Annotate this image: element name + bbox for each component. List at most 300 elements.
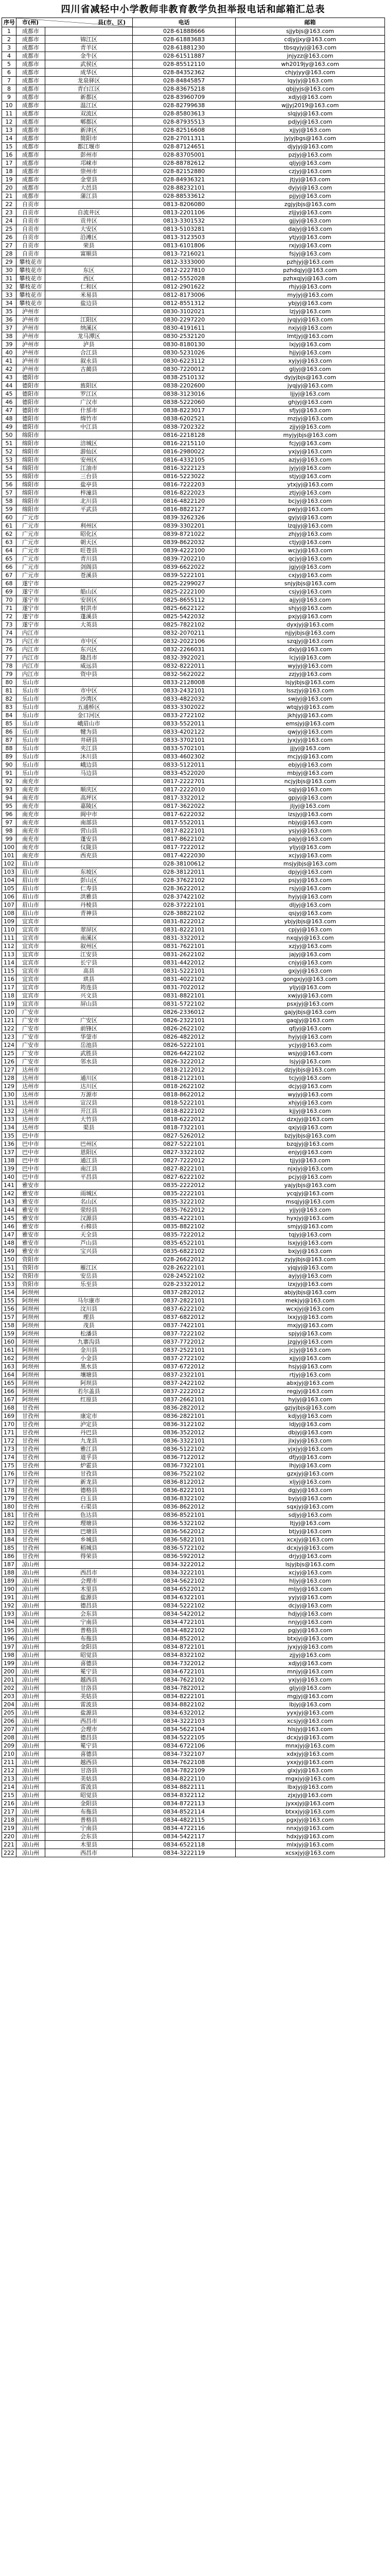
table-row (2, 1000, 385, 1008)
row-email[interactable]: btxjyj@163.com (236, 1635, 385, 1643)
row-email[interactable]: cnjyj@163.com (236, 959, 385, 967)
row-email[interactable]: jyjyj@163.com (236, 464, 385, 472)
row-email[interactable]: wjjyj2019@163.com (236, 101, 385, 110)
row-email[interactable]: pzjyj@163.com (236, 151, 385, 159)
row-email[interactable]: pzhdqjyj@163.com (236, 266, 385, 275)
row-email[interactable]: bxjyj@163.com (236, 1247, 385, 1256)
row-email[interactable]: dfjyj@163.com (236, 1453, 385, 1462)
row-email[interactable]: cxjyj@163.com (236, 571, 385, 580)
row-email[interactable]: sqjyj@163.com (236, 786, 385, 794)
row-email[interactable]: shjyj@163.com (236, 604, 385, 613)
row-email[interactable]: zjjyj@163.com (236, 1651, 385, 1659)
row-email[interactable]: wyjyj@163.com (236, 662, 385, 670)
row-email[interactable]: pcjyj@163.com (236, 1173, 385, 1181)
row-email[interactable]: mbjyj@163.com (236, 769, 385, 777)
row-email[interactable]: lxxjyj@163.com (236, 1313, 385, 1321)
row-email[interactable]: ytjyj@163.com (236, 233, 385, 242)
row-email[interactable]: msjyjbjs@163.com (236, 860, 385, 868)
row-number: 51 (2, 439, 16, 448)
row-city: 成都市 (16, 134, 45, 143)
row-email[interactable]: wh2019jy@163.com (236, 60, 385, 69)
row-county: 洪雅县 (45, 893, 133, 901)
row-phone: 0836-2822101 (133, 1412, 236, 1420)
row-number: 115 (2, 967, 16, 975)
row-email[interactable]: qfjyj@163.com (236, 1025, 385, 1033)
row-county: 布拖县 (45, 1808, 133, 1816)
row-email[interactable]: ncjyjbjs@163.com (236, 777, 385, 786)
row-number: 45 (2, 390, 16, 398)
row-email[interactable]: snjyjbjs@163.com (236, 580, 385, 588)
row-email[interactable]: jlxjyj@163.com (236, 1437, 385, 1445)
row-email[interactable]: mnjyj@163.com (236, 1668, 385, 1676)
row-number: 133 (2, 1115, 16, 1124)
table-row (2, 530, 385, 538)
row-county: 康定市 (45, 1412, 133, 1420)
row-email[interactable]: lsjyj@163.com (236, 1058, 385, 1066)
row-email[interactable]: xdjyj@163.com (236, 1659, 385, 1668)
row-email[interactable]: njjyjbjs@163.com (236, 629, 385, 637)
row-email[interactable]: wtqjyj@163.com (236, 703, 385, 711)
row-email[interactable]: emsjyj@163.com (236, 720, 385, 728)
row-email[interactable]: hdjyj@163.com (236, 1610, 385, 1618)
row-email[interactable]: kjjyj@163.com (236, 1107, 385, 1115)
row-phone: 0834-4722101 (133, 1618, 236, 1626)
row-email[interactable]: lhjyj@163.com (236, 1462, 385, 1470)
row-email[interactable]: pdjyj@163.com (236, 118, 385, 126)
row-email[interactable]: tbsqyjyj@163.com (236, 44, 385, 52)
table-row (2, 1742, 385, 1750)
row-email[interactable]: ytxjyj@163.com (236, 481, 385, 489)
row-county: 天全县 (45, 1231, 133, 1239)
row-number: 171 (2, 1429, 16, 1437)
row-email[interactable]: enjyj@163.com (236, 1148, 385, 1157)
table-row (2, 827, 385, 835)
row-email[interactable]: yyjyj@163.com (236, 1594, 385, 1602)
row-email[interactable]: jtjyj@163.com (236, 176, 385, 184)
table-row (2, 77, 385, 85)
table-row (2, 209, 385, 217)
row-email[interactable]: sdjyj@163.com (236, 1511, 385, 1519)
row-email[interactable]: bzqjyj@163.com (236, 1140, 385, 1148)
row-email[interactable]: pxjyj@163.com (236, 613, 385, 621)
row-email[interactable]: xcxjyj@163.com (236, 1536, 385, 1544)
row-email[interactable]: lzqjyj@163.com (236, 522, 385, 530)
row-email[interactable]: dgjyj@163.com (236, 1486, 385, 1495)
row-city: 达州市 (16, 1074, 45, 1082)
row-email[interactable]: hdxjyj@163.com (236, 1833, 385, 1841)
row-email[interactable]: dljyj@163.com (236, 901, 385, 909)
row-email[interactable]: yljyj@163.com (236, 984, 385, 992)
row-number: 124 (2, 1041, 16, 1049)
row-email[interactable]: swjyj@163.com (236, 695, 385, 703)
row-email[interactable]: jyxjyj@163.com (236, 736, 385, 744)
row-email[interactable]: dcxjyj@163.com (236, 1734, 385, 1742)
row-email[interactable]: wyjyj@163.com (236, 1091, 385, 1099)
row-email[interactable]: jyqjyj@163.com (236, 316, 385, 324)
row-email[interactable]: lxjyj@163.com (236, 341, 385, 349)
row-email[interactable]: ghjyj@163.com (236, 398, 385, 406)
row-email[interactable]: dyxjyj@163.com (236, 621, 385, 629)
row-email[interactable]: pzhxqjyj@163.com (236, 275, 385, 283)
row-email[interactable]: ysjyj@163.com (236, 827, 385, 835)
row-email[interactable]: jyxxjyj@163.com (236, 1800, 385, 1808)
row-number: 166 (2, 1387, 16, 1396)
row-email[interactable]: slqjyj@163.com (236, 110, 385, 118)
row-email[interactable]: csjyj@163.com (236, 588, 385, 596)
row-email[interactable]: fsjyj@163.com (236, 250, 385, 258)
row-email[interactable]: czjyj@163.com (236, 167, 385, 176)
row-number: 139 (2, 1165, 16, 1173)
table-row (2, 1338, 385, 1346)
row-email[interactable]: ztjyj@163.com (236, 489, 385, 497)
row-city: 南充市 (16, 777, 45, 786)
row-county: 翠屏区 (45, 926, 133, 934)
row-email[interactable]: nxqjyj@163.com (236, 934, 385, 942)
row-email[interactable]: qsjyj@163.com (236, 909, 385, 918)
row-city: 广元市 (16, 563, 45, 571)
row-email[interactable]: jyjyjbgs@163.com (236, 134, 385, 143)
row-email[interactable]: qxjyj@163.com (236, 1124, 385, 1132)
row-email[interactable]: zzjyj@163.com (236, 670, 385, 679)
row-city: 阿坝州 (16, 1354, 45, 1363)
row-email[interactable]: pgxjyj@163.com (236, 1816, 385, 1824)
row-email[interactable]: lcjyj@163.com (236, 654, 385, 662)
row-email[interactable]: ybjyjbjs@163.com (236, 918, 385, 926)
row-email[interactable]: gaqjyj@163.com (236, 1016, 385, 1025)
row-email[interactable]: pwjyj@163.com (236, 505, 385, 514)
row-email[interactable]: gljyj@163.com (236, 1684, 385, 1692)
row-email[interactable]: mekjyj@163.com (236, 1297, 385, 1305)
row-number: 197 (2, 1643, 16, 1651)
row-email[interactable]: ldjyj@163.com (236, 1420, 385, 1429)
row-email[interactable]: pjjyj@163.com (236, 192, 385, 200)
row-email[interactable]: zyjyjbjs@163.com (236, 1256, 385, 1264)
row-email[interactable]: myjyj@163.com (236, 291, 385, 299)
row-city: 内江市 (16, 646, 45, 654)
row-email[interactable]: ycqjyj@163.com (236, 1190, 385, 1198)
row-email[interactable]: jzgjyj@163.com (236, 1338, 385, 1346)
row-number: 146 (2, 1223, 16, 1231)
row-email[interactable]: dpjyj@163.com (236, 868, 385, 876)
row-email[interactable]: hlsjyj@163.com (236, 1725, 385, 1734)
row-email[interactable]: gzxjyj@163.com (236, 1470, 385, 1478)
row-city: 宜宾市 (16, 942, 45, 951)
row-email[interactable]: gpjyj@163.com (236, 794, 385, 802)
row-email[interactable]: xdjyj@163.com (236, 93, 385, 101)
row-email[interactable]: sqxjyj@163.com (236, 1503, 385, 1511)
row-email[interactable]: lqyjyj@163.com (236, 77, 385, 85)
row-email[interactable]: hyxjyj@163.com (236, 1214, 385, 1223)
row-email[interactable]: gjjyj@163.com (236, 217, 385, 225)
row-email[interactable]: yajyjbjs@163.com (236, 1181, 385, 1190)
row-email[interactable]: hyjyj@163.com (236, 893, 385, 901)
row-email[interactable]: xjjyj@163.com (236, 1354, 385, 1363)
row-email[interactable]: btjyj@163.com (236, 1528, 385, 1536)
row-email[interactable]: xjjyj@163.com (236, 126, 385, 134)
row-number: 215 (2, 1791, 16, 1800)
row-city: 雅安市 (16, 1190, 45, 1198)
row-phone: 0816-7222203 (133, 481, 236, 489)
row-email[interactable]: gongxjyj@163.com (236, 975, 385, 984)
row-email[interactable]: yjqjyj@163.com (236, 1264, 385, 1272)
row-county: 兴文县 (45, 992, 133, 1000)
row-email[interactable]: njxjyj@163.com (236, 1165, 385, 1173)
row-phone: 0817-2222010 (133, 786, 236, 794)
row-email[interactable]: lsjyjbjs@163.com (236, 1561, 385, 1569)
row-number: 127 (2, 1066, 16, 1074)
row-email[interactable]: azjyj@163.com (236, 456, 385, 464)
row-email[interactable]: rtjyj@163.com (236, 1371, 385, 1379)
row-email[interactable]: xljyj@163.com (236, 1478, 385, 1486)
row-email[interactable]: dzjyjbjs@163.com (236, 1066, 385, 1074)
row-city: 成都市 (16, 52, 45, 60)
row-email[interactable]: qbjjyjs@163.com (236, 85, 385, 93)
table-row (2, 423, 385, 431)
row-email[interactable]: jnjyzz@163.com (236, 52, 385, 60)
row-email[interactable]: ybjyj@163.com (236, 299, 385, 308)
row-email[interactable]: jkhjyj@163.com (236, 711, 385, 720)
row-number: 129 (2, 1082, 16, 1091)
row-email[interactable]: zjxjyj@163.com (236, 1791, 385, 1800)
row-email[interactable]: mzjyj@163.com (236, 415, 385, 423)
row-email[interactable]: kdjyj@163.com (236, 1412, 385, 1420)
row-email[interactable]: dzxjyj@163.com (236, 1115, 385, 1124)
row-email[interactable]: ajjyj@163.com (236, 596, 385, 604)
row-email[interactable]: myjyjbjs@163.com (236, 431, 385, 439)
row-email[interactable]: xdxjyj@163.com (236, 1750, 385, 1758)
row-email[interactable]: xzjyj@163.com (236, 942, 385, 951)
row-email[interactable]: drjyj@163.com (236, 1552, 385, 1561)
row-email[interactable]: dyjyj@163.com (236, 184, 385, 192)
table-row (2, 1313, 385, 1321)
row-email[interactable]: jljyj@163.com (236, 802, 385, 810)
row-email[interactable]: smjyj@163.com (236, 1223, 385, 1231)
row-email[interactable]: rhjyj@163.com (236, 283, 385, 291)
row-email[interactable]: mcjyj@163.com (236, 753, 385, 761)
row-email[interactable]: dbjyj@163.com (236, 1429, 385, 1437)
row-city: 德阳市 (16, 390, 45, 398)
row-email[interactable]: qwjyj@163.com (236, 728, 385, 736)
row-email[interactable]: tcjyj@163.com (236, 1074, 385, 1082)
row-email[interactable]: lzxjyj@163.com (236, 1280, 385, 1289)
row-email[interactable]: mlxjyj@163.com (236, 1841, 385, 1849)
row-email[interactable]: zjjyj@163.com (236, 423, 385, 431)
row-email[interactable]: zhjyj@163.com (236, 530, 385, 538)
row-city: 成都市 (16, 77, 45, 85)
row-email[interactable]: szqjyj@163.com (236, 637, 385, 646)
row-number: 217 (2, 1808, 16, 1816)
row-email[interactable]: nbjyj@163.com (236, 819, 385, 827)
row-email[interactable]: xhjyj@163.com (236, 1099, 385, 1107)
row-email[interactable]: psxjyj@163.com (236, 1000, 385, 1008)
row-email[interactable]: msqjyj@163.com (236, 1198, 385, 1206)
row-email[interactable]: xwjyj@163.com (236, 992, 385, 1000)
row-phone: 028-61511887 (133, 52, 236, 60)
row-email[interactable]: cpjyj@163.com (236, 926, 385, 934)
row-email[interactable]: dxjyj@163.com (236, 646, 385, 654)
row-email[interactable]: jyxjyj@163.com (236, 1643, 385, 1651)
row-email[interactable]: dcjyj@163.com (236, 1602, 385, 1610)
row-county: 西昌市 (45, 1717, 133, 1725)
row-number: 216 (2, 1800, 16, 1808)
row-email[interactable]: pzhjyj@163.com (236, 258, 385, 266)
row-email[interactable]: nnxjyj@163.com (236, 1824, 385, 1833)
row-email[interactable]: fcjyj@163.com (236, 439, 385, 448)
row-county: 什邡市 (45, 406, 133, 415)
row-email[interactable]: dajyj@163.com (236, 225, 385, 233)
row-email[interactable]: mxjyj@163.com (236, 1321, 385, 1330)
header-county: 县(市、区) (97, 19, 126, 26)
row-email[interactable]: yyxjyj@163.com (236, 1709, 385, 1717)
row-email[interactable]: lbxjyj@163.com (236, 1783, 385, 1791)
row-county: 米易县 (45, 291, 133, 299)
row-email[interactable]: rsjyj@163.com (236, 885, 385, 893)
row-email[interactable]: ebjyj@163.com (236, 761, 385, 769)
row-number: 150 (2, 1256, 16, 1264)
row-email[interactable]: lbjyj@163.com (236, 1701, 385, 1709)
row-email[interactable]: xcsjyj@163.com (236, 1717, 385, 1725)
row-email[interactable]: mnxjyj@163.com (236, 1742, 385, 1750)
row-email[interactable]: gljyj@163.com (236, 365, 385, 374)
row-email[interactable]: hljyj@163.com (236, 1577, 385, 1585)
row-email[interactable]: xcsxjyj@163.com (236, 1849, 385, 1857)
row-email[interactable]: nxjyj@163.com (236, 324, 385, 332)
row-phone: 0839-3262326 (133, 514, 236, 522)
row-email[interactable]: ljjyj@163.com (236, 390, 385, 398)
row-city: 德阳市 (16, 382, 45, 390)
row-email[interactable]: bcjyj@163.com (236, 497, 385, 505)
row-number: 131 (2, 1099, 16, 1107)
row-email[interactable]: gzjyjbjs@163.com (236, 1404, 385, 1412)
row-email[interactable]: lsszjyj@163.com (236, 687, 385, 695)
row-email[interactable]: yjxjyj@163.com (236, 1445, 385, 1453)
row-email[interactable]: regjyj@163.com (236, 1387, 385, 1396)
row-email[interactable]: zljjyj@163.com (236, 209, 385, 217)
row-email[interactable]: abxjyj@163.com (236, 1379, 385, 1387)
row-email[interactable]: spjyj@163.com (236, 1330, 385, 1338)
row-email[interactable]: psjyj@163.com (236, 876, 385, 885)
row-email[interactable]: pajyj@163.com (236, 835, 385, 843)
row-email[interactable]: mljyj@163.com (236, 1585, 385, 1594)
row-email[interactable]: jyqjyj@163.com (236, 382, 385, 390)
row-email[interactable]: jjjyj@163.com (236, 744, 385, 753)
row-phone: 028-37222101 (133, 901, 236, 909)
row-email[interactable]: jajyj@163.com (236, 951, 385, 959)
row-email[interactable]: hjjyj@163.com (236, 349, 385, 357)
row-email[interactable]: xcjyj@163.com (236, 1569, 385, 1577)
row-city: 甘孜州 (16, 1445, 45, 1453)
row-email[interactable]: mgxjyj@163.com (236, 1775, 385, 1783)
row-email[interactable]: mgjyj@163.com (236, 1692, 385, 1701)
row-email[interactable]: lsxjyj@163.com (236, 1239, 385, 1247)
row-email[interactable]: wcjyj@163.com (236, 547, 385, 555)
table-row (2, 1420, 385, 1429)
row-email[interactable]: xcjyj@163.com (236, 852, 385, 860)
row-email[interactable]: chjyjyy@163.com (236, 69, 385, 77)
row-email[interactable]: lmtjyj@163.com (236, 332, 385, 341)
row-email[interactable]: gajyjbjs@163.com (236, 1008, 385, 1016)
row-email[interactable]: ayjyj@163.com (236, 1272, 385, 1280)
row-email[interactable]: hyjyj@163.com (236, 1396, 385, 1404)
row-email[interactable]: ctjyj@163.com (236, 538, 385, 547)
row-email[interactable]: qljyj@163.com (236, 159, 385, 167)
row-number: 157 (2, 1313, 16, 1321)
row-email[interactable]: tjjyj@163.com (236, 1157, 385, 1165)
row-email[interactable]: hsjyj@163.com (236, 1363, 385, 1371)
row-email[interactable]: yxjyj@163.com (236, 448, 385, 456)
row-email[interactable]: btxxjyj@163.com (236, 1808, 385, 1816)
table-row (2, 1676, 385, 1684)
table-row (2, 1544, 385, 1552)
row-county: 东区 (45, 266, 133, 275)
row-email[interactable]: yxjyj@163.com (236, 1676, 385, 1684)
row-email[interactable]: xyjyj@163.com (236, 357, 385, 365)
row-county: 顺庆区 (45, 786, 133, 794)
row-email[interactable]: zgjyjbjs@163.com (236, 200, 385, 209)
row-email[interactable]: ycjyj@163.com (236, 1041, 385, 1049)
row-email[interactable]: cdjyjjxy@163.com (236, 36, 385, 44)
row-email[interactable]: hyjyj@163.com (236, 1033, 385, 1041)
row-email[interactable]: abjyjbjs@163.com (236, 1289, 385, 1297)
row-email[interactable]: wcxjyj@163.com (236, 1305, 385, 1313)
row-email[interactable]: wsjyj@163.com (236, 1049, 385, 1058)
row-email[interactable]: lsjyjbjs@163.com (236, 679, 385, 687)
row-email[interactable]: djyjyj@163.com (236, 143, 385, 151)
row-county: 松潘县 (45, 1330, 133, 1338)
row-email[interactable]: dcxjyj@163.com (236, 1544, 385, 1552)
row-email[interactable]: rxjyj@163.com (236, 242, 385, 250)
row-number: 103 (2, 868, 16, 876)
row-county: 仪陇县 (45, 843, 133, 852)
row-phone: 0830-2297220 (133, 316, 236, 324)
row-email[interactable]: sjjybjs@163.com (236, 27, 385, 36)
row-city: 阿坝州 (16, 1371, 45, 1379)
row-phone: 0836-7322101 (133, 1462, 236, 1470)
row-email[interactable]: sfjyj@163.com (236, 406, 385, 415)
row-email[interactable]: qcjyj@163.com (236, 555, 385, 563)
row-email[interactable]: lzjyj@163.com (236, 308, 385, 316)
row-email[interactable]: ltjyj@163.com (236, 1519, 385, 1528)
row-email[interactable]: gyjyj@163.com (236, 514, 385, 522)
table-row (2, 942, 385, 951)
row-email[interactable]: tqjyj@163.com (236, 1231, 385, 1239)
table-row (2, 60, 385, 69)
row-city: 绵阳市 (16, 464, 45, 472)
row-number: 21 (2, 192, 16, 200)
row-email[interactable]: yjjyj@163.com (236, 1206, 385, 1214)
row-email[interactable]: dcjyj@163.com (236, 1082, 385, 1091)
row-email[interactable]: yxxjyj@163.com (236, 1758, 385, 1767)
row-email[interactable]: pgjyj@163.com (236, 1626, 385, 1635)
row-email[interactable]: stjyj@163.com (236, 472, 385, 481)
row-email[interactable]: nnjyj@163.com (236, 1618, 385, 1626)
row-email[interactable]: yljyj@163.com (236, 843, 385, 852)
row-email[interactable]: jgjyj@163.com (236, 563, 385, 571)
row-email[interactable]: byjyj@163.com (236, 1495, 385, 1503)
row-county (45, 1008, 133, 1016)
table-row (2, 1445, 385, 1453)
row-number: 182 (2, 1519, 16, 1528)
row-email[interactable]: glxjyj@163.com (236, 1767, 385, 1775)
row-email[interactable]: gxjyj@163.com (236, 967, 385, 975)
table-row (2, 1833, 385, 1841)
row-number: 198 (2, 1651, 16, 1659)
row-county (45, 1404, 133, 1412)
row-email[interactable]: jcjyj@163.com (236, 1346, 385, 1354)
row-email[interactable]: bzjyjbjs@163.com (236, 1132, 385, 1140)
row-email[interactable]: lzsjyj@163.com (236, 810, 385, 819)
row-email[interactable]: dyjyjbjs@163.com (236, 374, 385, 382)
